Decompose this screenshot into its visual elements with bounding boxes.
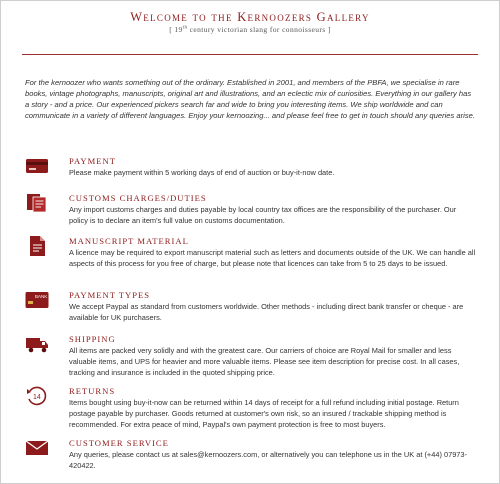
section-body: All items are packed very solidly and with the greatest care. Our carriers of choice are Royal Mail for smaller and less valuable items, and UPS for heavier and more valuable items. Please see item description for precise cost. In all cases, tracking and insurance is included in the quoted shipping price. [69, 346, 460, 377]
section-title: CUSTOMER SERVICE [69, 438, 169, 448]
return-days-label: 14 [33, 394, 41, 401]
section-body: Items bought using buy-it-now can be returned within 14 days of receipt for a full refund including initial postage. Return postage payable by purchaser. Goods returned at customer's own risk, so an insured / trackable shipping method is recommended. For extra peace of mind, Paypal's own payment protection is free to most buyers. [69, 398, 459, 429]
header-divider [22, 54, 478, 55]
section-body: Please make payment within 5 working days of end of auction or buy-it-now date. [69, 168, 335, 177]
delivery-truck-icon [25, 334, 49, 354]
bank-card-label: BANK [35, 294, 48, 299]
section-title: PAYMENT TYPES [69, 290, 151, 300]
subtitle-suffix: century victorian slang for connoisseurs ] [187, 25, 331, 34]
credit-card-icon [25, 156, 49, 176]
section-title: PAYMENT [69, 156, 116, 166]
section-title: CUSTOMS CHARGES/DUTIES [69, 193, 207, 203]
section-title: MANUSCRIPT MATERIAL [69, 236, 189, 246]
document-icon [25, 236, 49, 256]
section-title: RETURNS [69, 386, 116, 396]
page-title: Welcome to the Kernoozers Gallery [130, 10, 370, 24]
intro-paragraph: For the kernoozer who wants something out of the ordinary. Established in 2001, and members of the PBFA, we specialise in rare books, vintage photographs, manuscripts, original art and illustrations, and an eclectic mix of curiosities. Everything in our gallery has a story - and a price. Our experienced pickers search far and wide to bring you interesting items. We ship worldwide and can communicate in a variety of different languages. Enjoy your kernoozing... and please feel free to get in touch should any queries arise. [25, 78, 475, 120]
page-subtitle [0, 25, 500, 34]
section-body: Any import customs charges and duties payable by local country tax offices are the responsibility of the purchaser. Our policy is to declare an item's full value on customs documentation. [69, 205, 457, 225]
section-body: A licence may be required to export manuscript material such as letters and documents outside of the UK. We can handle all aspects of this process for you free of charge, but please note that licences can take from 5 to 25 days to be issued. [69, 248, 476, 268]
subtitle-superscript: th [182, 25, 188, 31]
section-body: Any queries, please contact us at sales@kernoozers.com, or alternatively you can telephone us in the UK at (+44) 07973-420422. [69, 450, 467, 470]
section-title: SHIPPING [69, 334, 116, 344]
return-14-days-icon [25, 386, 49, 406]
section-body: We accept Paypal as standard from customers worldwide. Other methods - including direct bank transfer or cheque - are available for UK purchasers. [69, 302, 464, 322]
envelope-icon [25, 438, 49, 458]
customs-forms-icon [25, 193, 49, 213]
subtitle-prefix: [ 19 [169, 25, 183, 34]
bank-card-icon [25, 290, 49, 310]
